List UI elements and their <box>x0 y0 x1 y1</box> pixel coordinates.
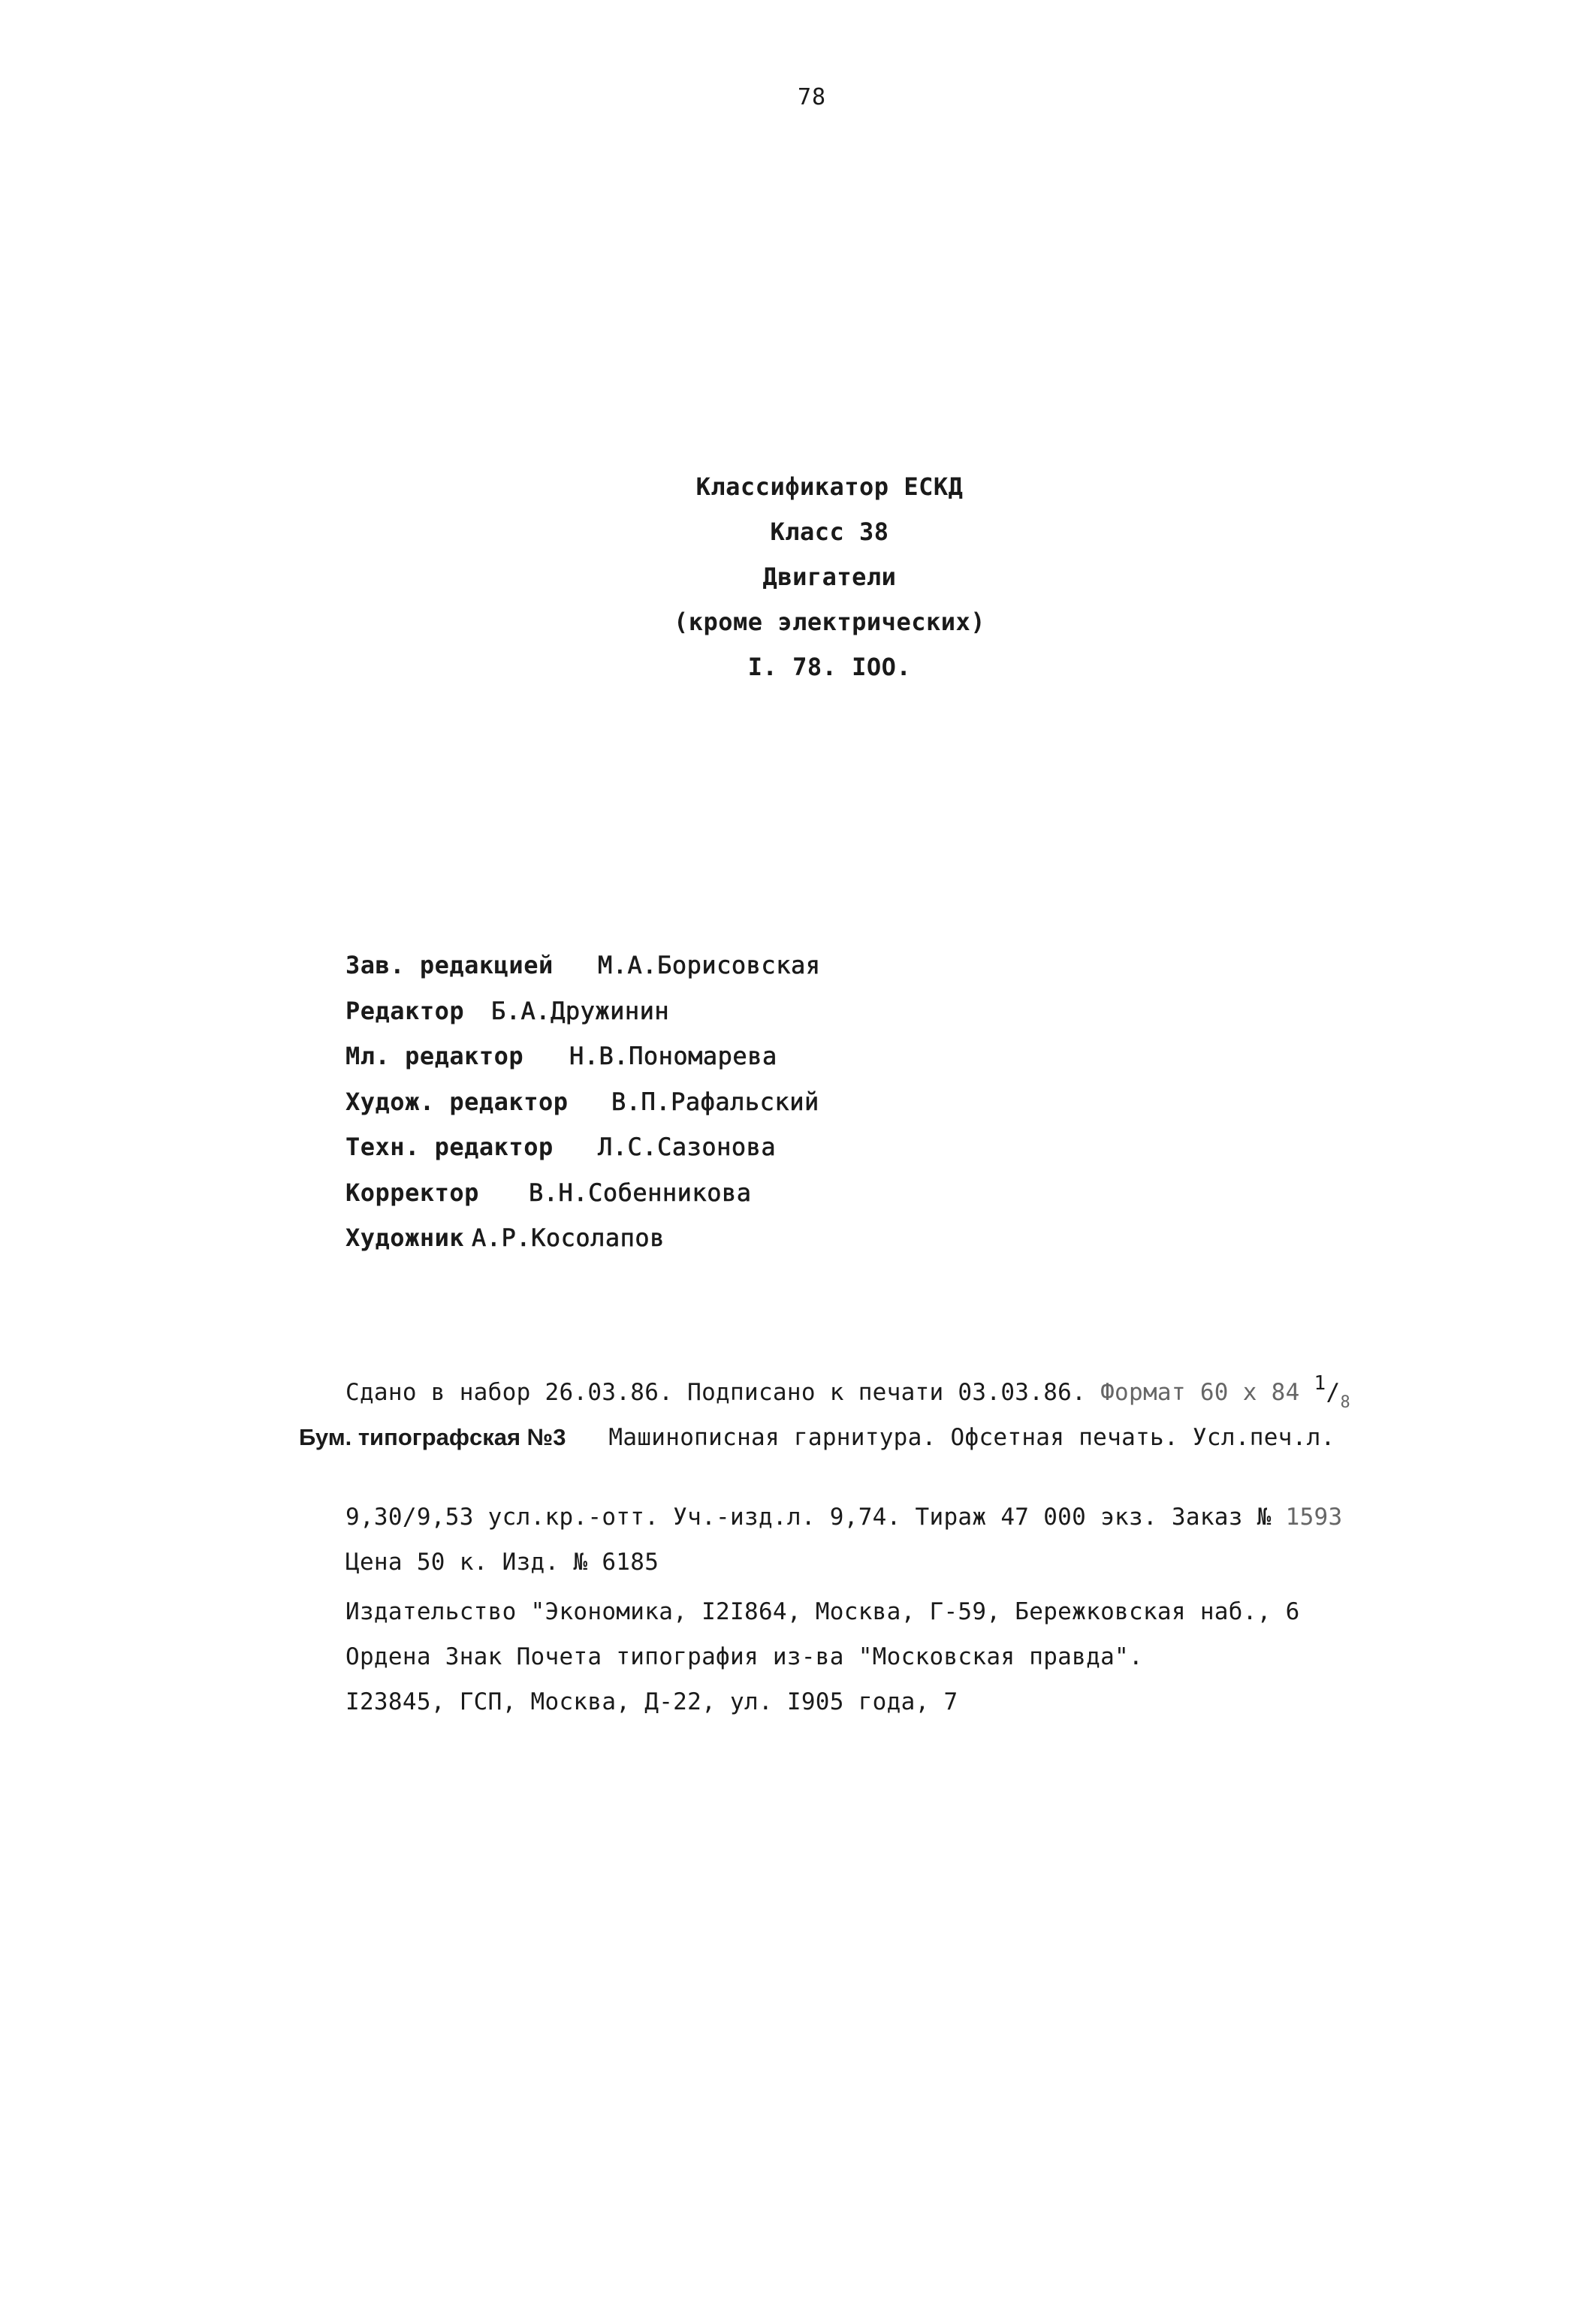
fraction-slash-icon: / <box>1326 1379 1341 1406</box>
title-line-subject: Двигатели <box>762 563 897 591</box>
staff-name: Б.А.Дружинин <box>491 996 670 1025</box>
volume-and-print-run: 9,30/9,53 усл.кр.-отт. Уч.-изд.л. 9,74. Тираж 47 000 экз. Заказ № <box>345 1504 1272 1531</box>
staff-role: Мл. редактор <box>345 1042 524 1070</box>
staff-row <box>345 1223 820 1269</box>
title-line-class: Класс 38 <box>770 517 889 546</box>
colophon-line-volume <box>345 1504 1342 1531</box>
staff-name: А.Р.Косолапов <box>472 1223 665 1252</box>
staff-role: Художник <box>345 1223 465 1252</box>
staff-name: В.П.Рафальский <box>611 1087 819 1116</box>
staff-role: Зав. редакцией <box>345 951 554 979</box>
colophon-line-paper <box>299 1424 1335 1451</box>
staff-role: Корректор <box>345 1178 479 1207</box>
title-line-qualifier: (кроме электрических) <box>673 608 986 636</box>
staff-name: Л.С.Сазонова <box>598 1133 777 1161</box>
staff-name: Н.В.Пономарева <box>569 1042 777 1070</box>
colophon-line-address: I23845, ГСП, Москва, Д-22, ул. I905 года, 7 <box>345 1688 958 1715</box>
format-fraction-denominator: 8 <box>1340 1393 1351 1412</box>
title-line-code: I. 78. IOO. <box>747 653 912 681</box>
format-fraction-numerator: 1 <box>1314 1372 1326 1395</box>
format-text: Формат 60 х 84 <box>1100 1379 1300 1406</box>
page-number: 78 <box>798 84 827 110</box>
staff-row <box>345 1042 820 1088</box>
staff-row <box>345 1088 820 1133</box>
staff-row <box>345 997 820 1042</box>
classifier-title-block <box>0 464 1596 689</box>
staff-name: В.Н.Собенникова <box>529 1178 752 1207</box>
typesetting-dates: Сдано в набор 26.03.86. Подписано к печати 03.03.86. <box>345 1379 1087 1406</box>
staff-row <box>345 951 820 997</box>
staff-role: Техн. редактор <box>345 1133 554 1161</box>
paper-type: Бум. типографская №3 <box>299 1424 566 1450</box>
staff-role: Худож. редактор <box>345 1087 569 1116</box>
title-line-classifier: Классификатор ЕСКД <box>695 472 964 501</box>
colophon-line-publisher: Издательство "Экономика, I2I864, Москва, Г-59, Бережковская наб., 6 <box>345 1598 1300 1625</box>
colophon-line-price: Цена 50 к. Изд. № 6185 <box>345 1549 659 1576</box>
colophon-line-typesetting <box>345 1372 1351 1412</box>
colophon-line-printer: Ордена Знак Почета типография из-ва "Московская правда". <box>345 1643 1143 1670</box>
order-number: 1593 <box>1285 1504 1343 1531</box>
staff-name: М.А.Борисовская <box>598 951 821 979</box>
editorial-staff-list <box>345 951 820 1269</box>
staff-row <box>345 1133 820 1178</box>
staff-role: Редактор <box>345 996 465 1025</box>
print-specs: Машинописная гарнитура. Офсетная печать. Усл.печ.л. <box>608 1424 1335 1451</box>
staff-row <box>345 1178 820 1224</box>
